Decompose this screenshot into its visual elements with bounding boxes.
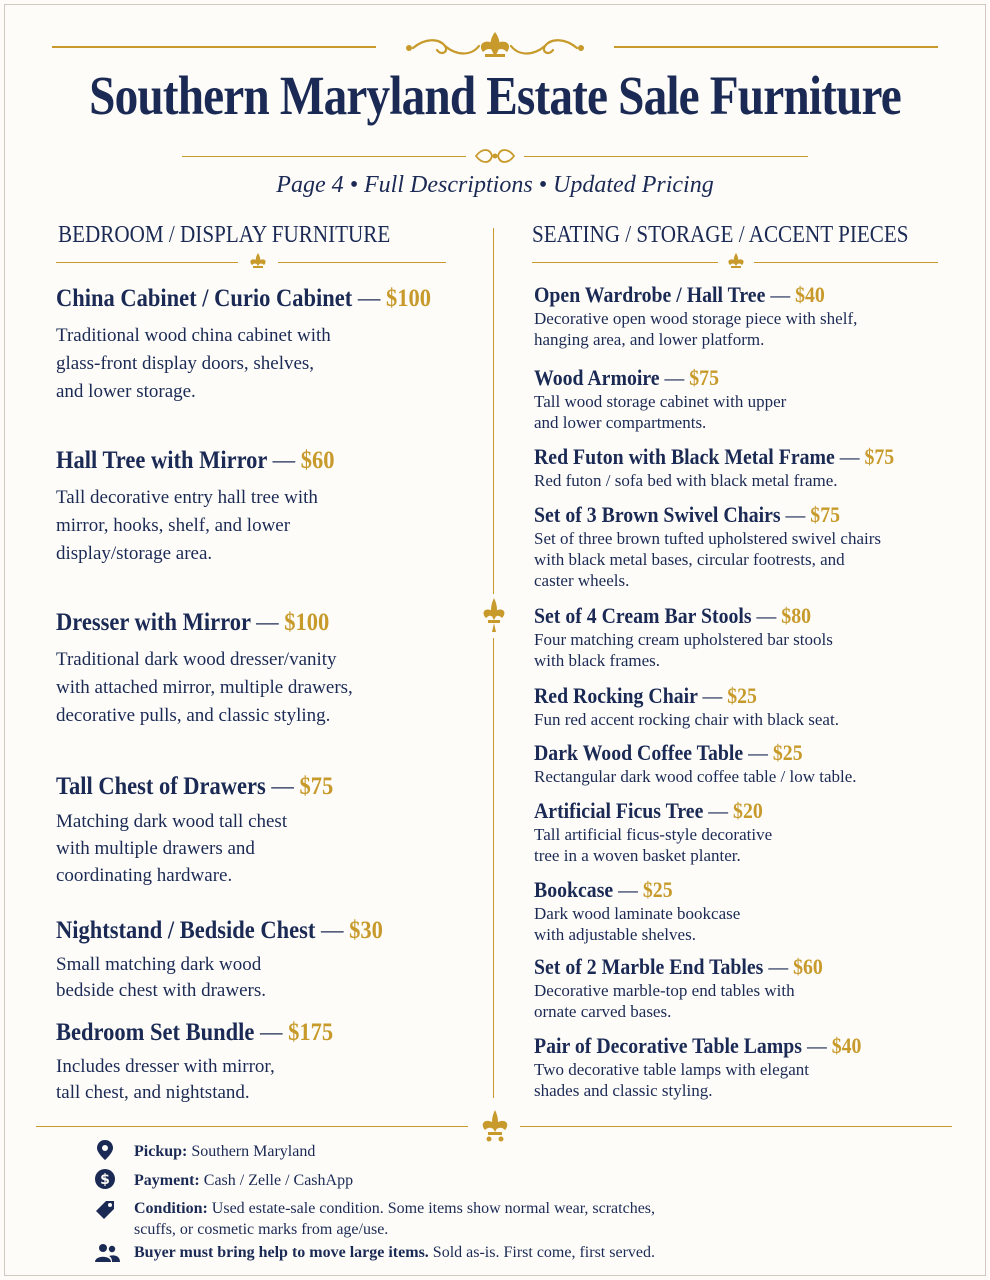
bottom-rule-left bbox=[36, 1126, 468, 1127]
fleur-de-lis-icon bbox=[476, 1108, 514, 1144]
item-name: Nightstand / Bedside Chest — $30 bbox=[56, 917, 383, 944]
item-price: $20 bbox=[733, 798, 763, 823]
item-description: Tall artificial ficus-style decorative tree in a woven basket planter. bbox=[534, 824, 773, 865]
list-item bbox=[534, 954, 954, 1022]
item-name: Hall Tree with Mirror — $60 bbox=[56, 447, 335, 474]
item-name: Red Rocking Chair — $25 bbox=[534, 683, 757, 708]
right-heading-rule-a bbox=[532, 262, 718, 263]
dollar-icon bbox=[94, 1168, 116, 1190]
item-price: $75 bbox=[689, 365, 719, 390]
item-description: Four matching cream upholstered bar stools with black frames. bbox=[534, 629, 833, 670]
item-description: Fun red accent rocking chair with black seat. bbox=[534, 709, 839, 729]
list-item bbox=[56, 1018, 486, 1106]
top-rule-right bbox=[614, 46, 938, 48]
column-divider-bottom bbox=[493, 638, 494, 1098]
item-price: $30 bbox=[349, 917, 383, 944]
list-item bbox=[534, 365, 954, 433]
item-description: Red futon / sofa bed with black metal frame. bbox=[534, 470, 838, 490]
list-item bbox=[56, 608, 486, 730]
title-rule-left bbox=[182, 156, 466, 157]
item-description: Includes dresser with mirror, tall chest, and nightstand. bbox=[56, 1056, 275, 1103]
right-column-heading: SEATING / STORAGE / ACCENT PIECES bbox=[532, 222, 909, 248]
list-item bbox=[534, 877, 954, 945]
condition-line: Condition: Used estate-sale condition. Some items show normal wear, scratches, scuffs, or cosmetic marks from age/use. bbox=[134, 1200, 656, 1238]
item-description: Small matching dark wood bedside chest with drawers. bbox=[56, 954, 266, 1001]
buyer-line: Buyer must bring help to move large items. Sold as-is. First come, first served. bbox=[134, 1244, 655, 1261]
item-name: Set of 2 Marble End Tables — $60 bbox=[534, 954, 823, 979]
column-divider-top bbox=[493, 228, 494, 594]
item-price: $80 bbox=[781, 603, 812, 628]
list-item bbox=[534, 740, 954, 787]
title-rule-right bbox=[524, 156, 808, 157]
item-description: Traditional wood china cabinet with glass-front display doors, shelves, and lower storage. bbox=[56, 325, 331, 402]
page-title: Southern Maryland Estate Sale Furniture bbox=[89, 65, 901, 126]
item-price: $60 bbox=[793, 954, 823, 979]
top-rule-left bbox=[52, 46, 376, 48]
svg-text:$: $ bbox=[100, 1172, 110, 1188]
item-name: Dark Wood Coffee Table — $25 bbox=[534, 740, 803, 765]
location-pin-icon bbox=[94, 1139, 116, 1161]
page-subtitle: Page 4 • Full Descriptions • Updated Pricing bbox=[276, 172, 714, 198]
item-name: Artificial Ficus Tree — $20 bbox=[534, 798, 763, 823]
list-item bbox=[534, 683, 954, 730]
list-item bbox=[534, 798, 954, 866]
tag-icon bbox=[94, 1199, 116, 1221]
scroll-ornament-icon bbox=[405, 30, 585, 64]
list-item bbox=[534, 603, 954, 671]
item-description: Dark wood laminate bookcase with adjustable shelves. bbox=[534, 903, 741, 944]
people-icon bbox=[94, 1242, 120, 1264]
item-name: Tall Chest of Drawers — $75 bbox=[56, 773, 334, 800]
item-description: Rectangular dark wood coffee table / low table. bbox=[534, 766, 857, 786]
item-price: $60 bbox=[300, 447, 335, 474]
item-description: Set of three brown tufted upholstered swivel chairs with black metal bases, circular footrests, and caster wheels. bbox=[534, 528, 881, 590]
list-item bbox=[56, 916, 486, 1004]
item-price: $25 bbox=[642, 877, 673, 902]
list-item bbox=[534, 444, 954, 491]
item-description: Two decorative table lamps with elegant shades and classic styling. bbox=[534, 1059, 809, 1100]
item-description: Matching dark wood tall chest with multiple drawers and coordinating hardware. bbox=[56, 811, 288, 886]
item-name: Dresser with Mirror — $100 bbox=[56, 609, 330, 636]
item-price: $75 bbox=[864, 444, 895, 469]
left-column-heading: BEDROOM / DISPLAY FURNITURE bbox=[58, 222, 391, 248]
small-scroll-ornament-icon bbox=[470, 146, 520, 166]
item-name: Pair of Decorative Table Lamps — $40 bbox=[534, 1033, 862, 1058]
left-heading-rule-b bbox=[278, 262, 446, 263]
bottom-rule-right bbox=[520, 1126, 952, 1127]
item-price: $100 bbox=[284, 609, 330, 636]
item-name: Set of 4 Cream Bar Stools — $80 bbox=[534, 603, 812, 628]
item-description: Tall decorative entry hall tree with mirror, hooks, shelf, and lower display/storage area. bbox=[56, 487, 318, 564]
payment-line: Payment: Cash / Zelle / CashApp bbox=[134, 1172, 354, 1189]
item-name: Red Futon with Black Metal Frame — $75 bbox=[534, 444, 895, 469]
item-price: $25 bbox=[772, 740, 803, 765]
pickup-line: Pickup: Southern Maryland bbox=[134, 1143, 316, 1160]
item-name: Open Wardrobe / Hall Tree — $40 bbox=[534, 282, 825, 307]
item-price: $40 bbox=[795, 282, 825, 307]
item-price: $40 bbox=[831, 1033, 862, 1058]
item-name: Bedroom Set Bundle — $175 bbox=[56, 1019, 334, 1046]
item-name: Bookcase — $25 bbox=[534, 877, 673, 902]
item-price: $25 bbox=[727, 683, 757, 708]
item-name: Set of 3 Brown Swivel Chairs — $75 bbox=[534, 502, 840, 527]
list-item bbox=[534, 282, 954, 350]
item-name: China Cabinet / Curio Cabinet — $100 bbox=[56, 285, 432, 312]
list-item bbox=[56, 772, 486, 889]
list-item bbox=[534, 502, 954, 591]
item-price: $175 bbox=[288, 1019, 334, 1046]
item-price: $100 bbox=[386, 285, 432, 312]
item-name: Wood Armoire — $75 bbox=[534, 365, 719, 390]
item-description: Decorative marble-top end tables with ornate carved bases. bbox=[534, 980, 795, 1021]
fleur-de-lis-icon bbox=[724, 252, 748, 272]
fleur-de-lis-icon bbox=[246, 252, 270, 272]
list-item bbox=[56, 446, 486, 568]
item-price: $75 bbox=[299, 773, 334, 800]
right-heading-rule-b bbox=[754, 262, 938, 263]
item-price: $75 bbox=[810, 502, 840, 527]
list-item bbox=[534, 1033, 954, 1101]
item-description: Decorative open wood storage piece with shelf, hanging area, and lower platform. bbox=[534, 308, 858, 349]
list-item bbox=[56, 284, 486, 406]
item-description: Tall wood storage cabinet with upper and lower compartments. bbox=[534, 391, 787, 432]
left-heading-rule-a bbox=[56, 262, 238, 263]
item-description: Traditional dark wood dresser/vanity with attached mirror, multiple drawers, decorative pulls, and classic styling. bbox=[56, 649, 353, 726]
